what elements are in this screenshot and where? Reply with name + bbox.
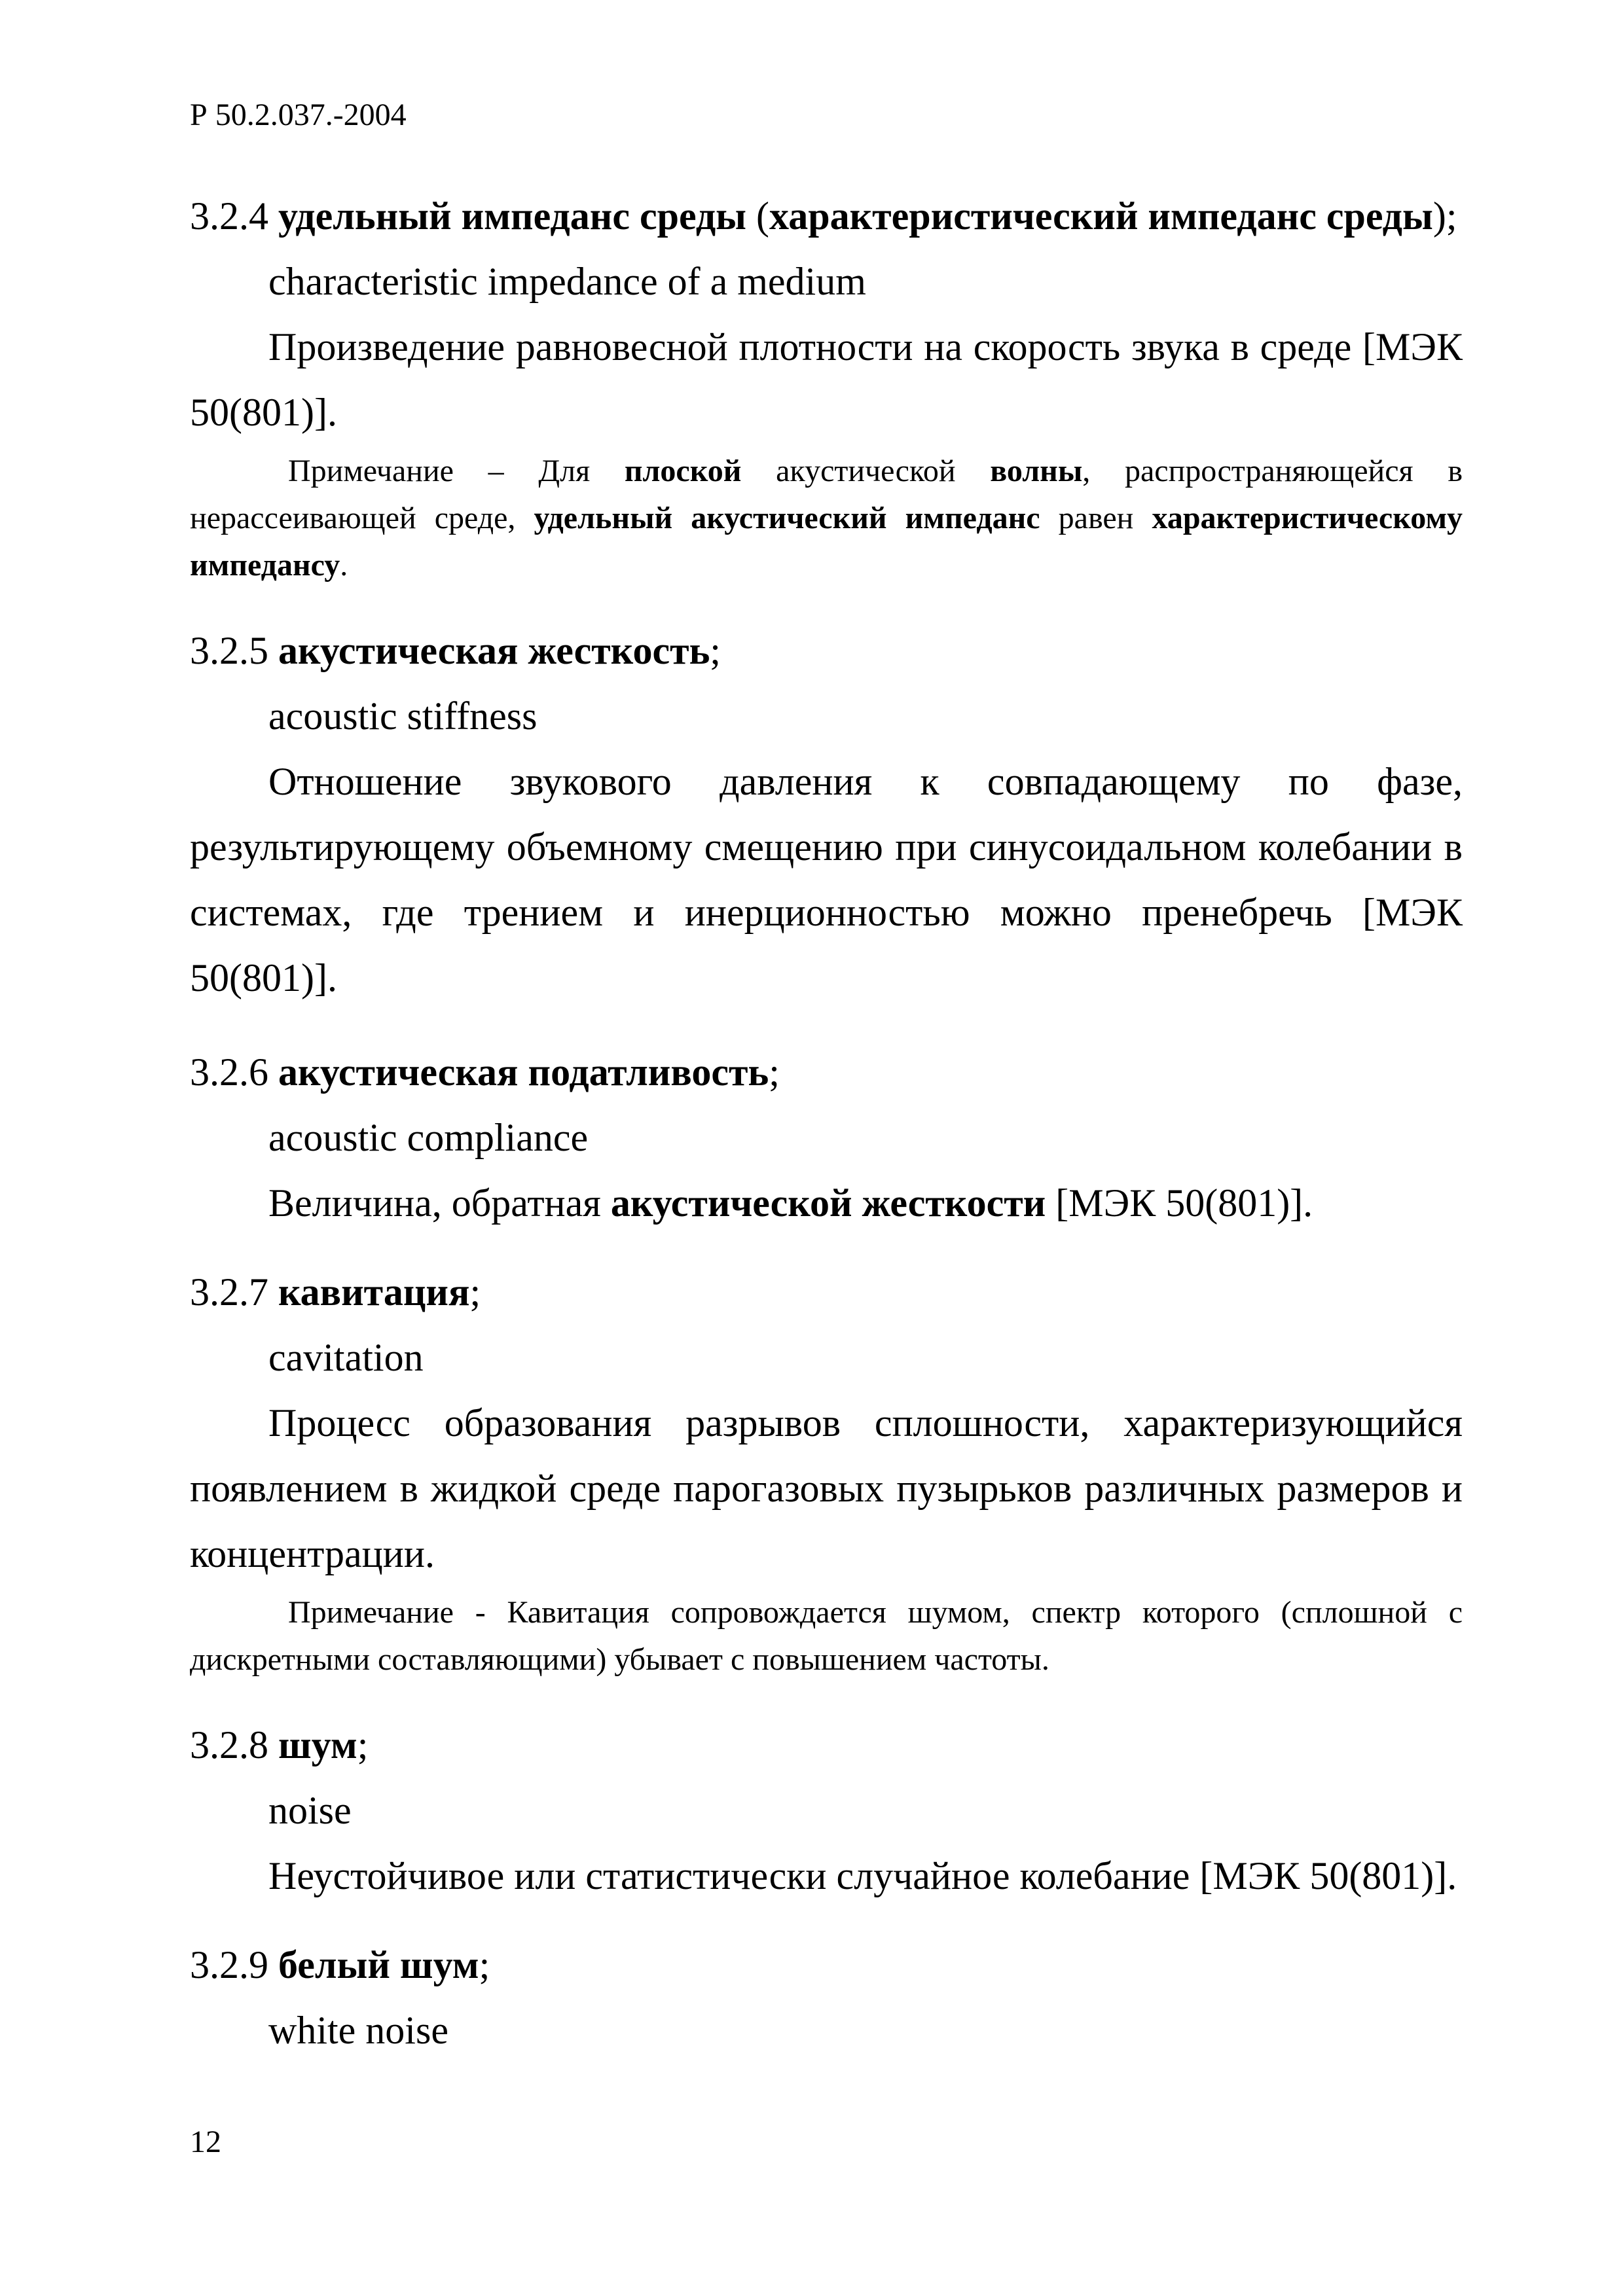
term-entry-3-2-7 xyxy=(190,1259,1463,1683)
term-definition: Величина, обратная акустической жесткости [МЭК 50(801)]. xyxy=(268,1181,1313,1225)
term-heading: 3.2.9 белый шум; xyxy=(190,1943,490,1986)
term-number: 3.2.5 xyxy=(190,629,278,672)
english-equivalent: acoustic compliance xyxy=(268,1116,589,1159)
term-name: белый шум xyxy=(278,1943,479,1986)
term-definition: Неустойчивое или статистически случайное колебание [МЭК 50(801)]. xyxy=(268,1854,1457,1897)
term-name: удельный импеданс среды xyxy=(278,194,747,238)
term-heading: 3.2.7 кавитация; xyxy=(190,1270,481,1314)
english-equivalent: noise xyxy=(268,1789,352,1832)
english-equivalent: cavitation xyxy=(268,1336,424,1379)
term-number: 3.2.4 xyxy=(190,194,278,238)
term-name: акустическая жесткость xyxy=(278,629,710,672)
term-number: 3.2.6 xyxy=(190,1050,278,1094)
term-entry-3-2-8 xyxy=(190,1712,1463,1909)
term-heading: 3.2.4 удельный импеданс среды (характеристический импеданс среды); xyxy=(190,194,1457,238)
english-equivalent: acoustic stiffness xyxy=(268,694,538,738)
term-name: кавитация xyxy=(278,1270,470,1314)
term-definition: Произведение равновесной плотности на скорость звука в среде [МЭК 50(801)]. xyxy=(190,325,1463,434)
term-entry-3-2-4 xyxy=(190,183,1463,589)
page-number: 12 xyxy=(190,2125,221,2159)
english-equivalent: white noise xyxy=(268,2009,448,2052)
term-note: Примечание - Кавитация сопровождается шумом, спектр которого (сплошной с дискретными составляющими) убывает с повышением частоты. xyxy=(190,1595,1463,1677)
term-number: 3.2.8 xyxy=(190,1723,278,1767)
term-heading: 3.2.6 акустическая податливость; xyxy=(190,1050,780,1094)
english-equivalent: characteristic impedance of a medium xyxy=(268,260,866,303)
document-body xyxy=(190,183,1463,2063)
term-heading: 3.2.8 шум; xyxy=(190,1723,369,1767)
term-name: шум xyxy=(278,1723,357,1767)
document-number: Р 50.2.037.-2004 xyxy=(190,98,407,132)
term-number: 3.2.9 xyxy=(190,1943,278,1986)
term-entry-3-2-5 xyxy=(190,618,1463,1011)
term-name: акустическая податливость xyxy=(278,1050,769,1094)
term-number: 3.2.7 xyxy=(190,1270,278,1314)
term-definition: Процесс образования разрывов сплошности, характеризующийся появлением в жидкой среде парогазовых пузырьков различных размеров и концентрации. xyxy=(190,1401,1463,1575)
term-entry-3-2-6 xyxy=(190,1039,1463,1236)
term-heading: 3.2.5 акустическая жесткость; xyxy=(190,629,721,672)
term-synonym: характеристический импеданс среды xyxy=(769,194,1433,238)
term-definition: Отношение звукового давления к совпадающему по фазе, результирующему объемному смещению при синусоидальном колебании в системах, где трением и инерционностью можно пренебречь [МЭК 50(801)]. xyxy=(190,760,1463,999)
term-note: Примечание – Для плоской акустической волны, распространяющейся в нерассеивающей среде, удельный акустический импеданс равен характеристическому импедансу. xyxy=(190,454,1463,583)
term-entry-3-2-9 xyxy=(190,1932,1463,2063)
